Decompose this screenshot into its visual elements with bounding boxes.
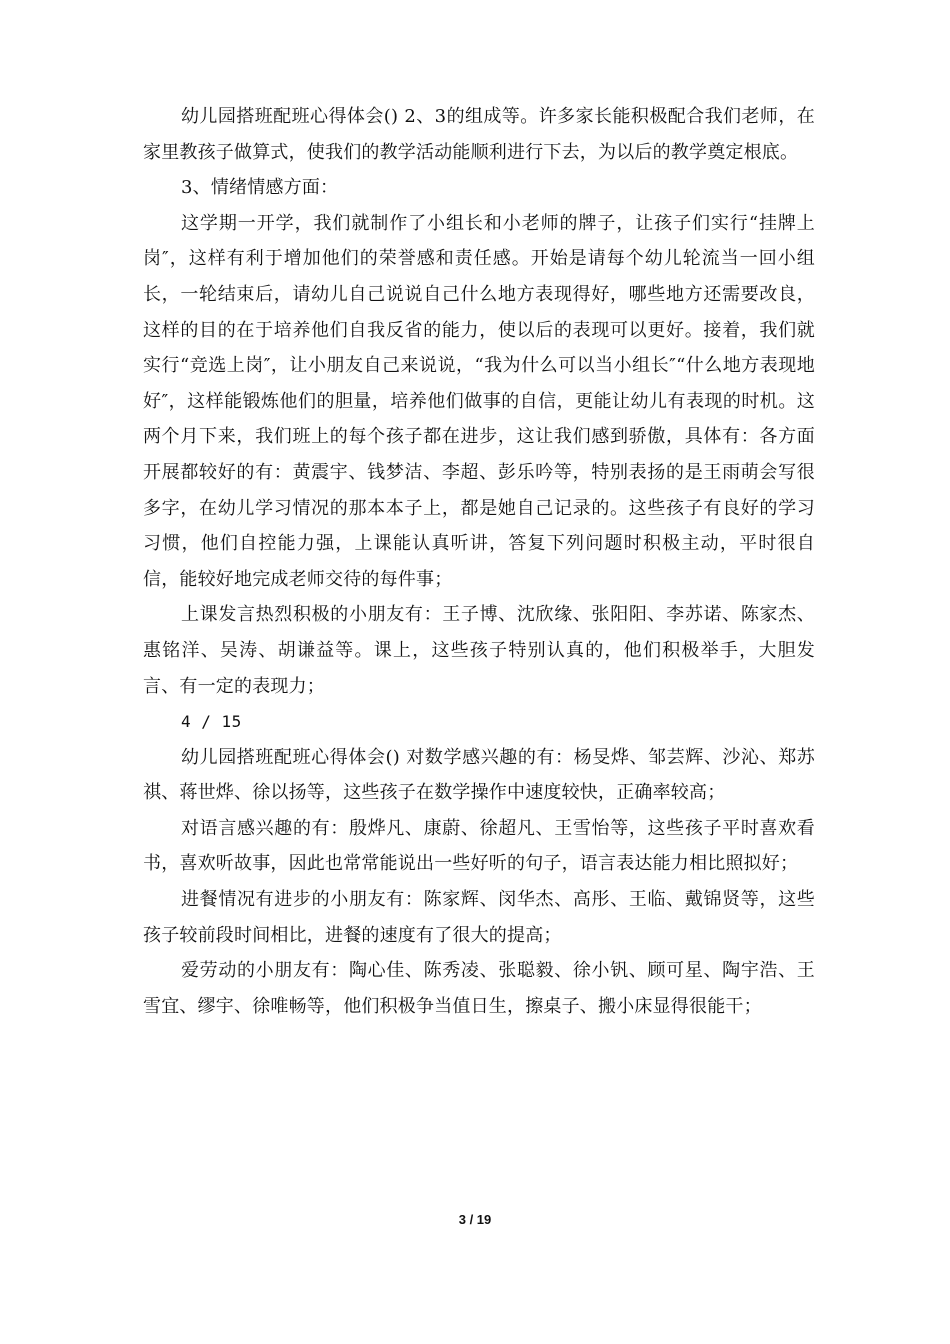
paragraph-group-leader: 这学期一开学，我们就制作了小组长和小老师的牌子，让孩子们实行“挂牌上岗″，这样有利于增加他们的荣誉感和责任感。开始是请每个幼儿轮流当一回小组长，一轮结束后，请幼儿自己说说自己什么地方表现得好，哪些地方还需要改良，这样的目的在于培养他们自我反省的能力，使以后的表现可以更好。接着，我们就实行“竞选上岗″，让小朋友自己来说说，“我为什么可以当小组长″“什么地方表现地好″，这样能锻炼他们的胆量，培养他们做事的自信，更能让幼儿有表现的时机。这两个月下来，我们班上的每个孩子都在进步，这让我们感到骄傲，具体有：各方面开展都较好的有：黄震宇、钱梦洁、李超、彭乐吟等，特别表扬的是王雨萌会写很多字，在幼儿学习情况的那本本子上，都是她自己记录的。这些孩子有良好的学习习惯，他们自控能力强，上课能认真听讲，答复下列问题时积极主动，平时很自信，能较好地完成老师交待的每件事； — [143, 212, 815, 590]
document-body — [143, 99, 815, 1024]
paragraph-eating-progress: 进餐情况有进步的小朋友有：陈家辉、闵华杰、高彤、王临、戴锦贤等，这些孩子较前段时间相比，进餐的速度有了很大的提高； — [143, 889, 815, 946]
paragraph-language-interest: 对语言感兴趣的有：殷烨凡、康蔚、徐超凡、王雪怡等，这些孩子平时喜欢看书，喜欢听故事，因此也常常能说出一些好听的句子，语言表达能力相比照拟好； — [143, 817, 815, 875]
paragraph-math-interest: 幼儿园搭班配班心得体会() 对数学感兴趣的有：杨旻烨、邹芸辉、沙沁、郑苏祺、蒋世烨、徐以扬等，这些孩子在数学操作中速度较快，正确率较高； — [143, 746, 815, 804]
section-heading-emotion: 3、情绪情感方面： — [181, 177, 339, 199]
inline-page-marker: 4 / 15 — [181, 712, 242, 732]
paragraph-math-parents: 幼儿园搭班配班心得体会() 2、3的组成等。许多家长能积极配合我们老师，在家里教孩子做算式，使我们的教学活动能顺利进行下去，为以后的教学奠定根底。 — [143, 106, 815, 163]
paragraph-labor-love: 爱劳动的小朋友有：陶心佳、陈秀凌、张聪毅、徐小钒、顾可星、陶宇浩、王雪宜、缪宇、徐唯畅等，他们积极争当值日生，擦桌子、搬小床显得很能干； — [143, 960, 815, 1017]
page-number-footer: 3 / 19 — [458, 1212, 492, 1227]
paragraph-active-speakers: 上课发言热烈积极的小朋友有：王子博、沈欣缘、张阳阳、李苏诺、陈家杰、惠铭洋、吴涛、胡谦益等。课上，这些孩子特别认真的，他们积极举手，大胆发言、有一定的表现力； — [143, 604, 815, 697]
